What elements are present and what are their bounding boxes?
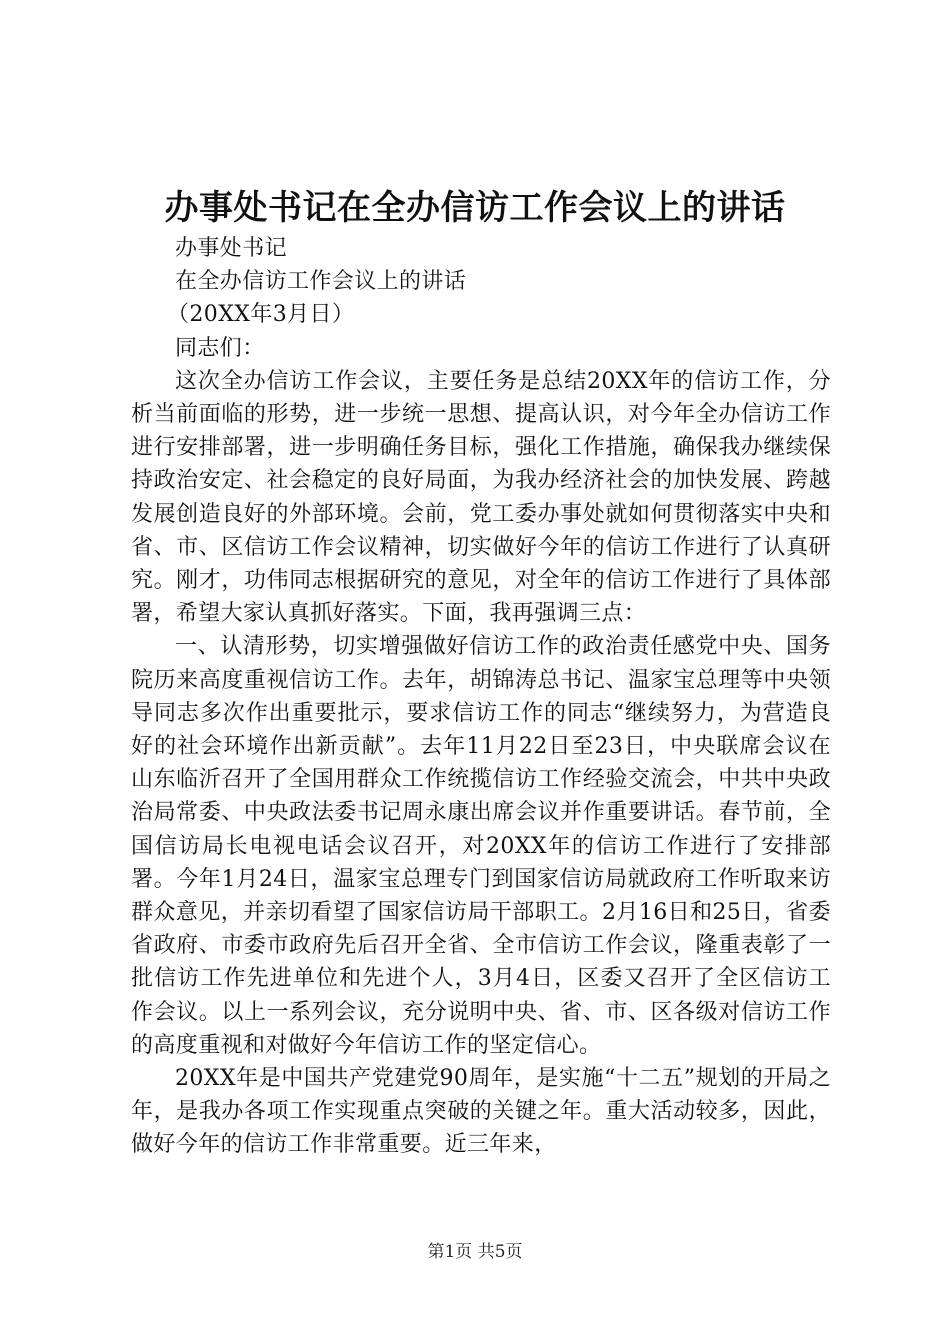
salutation: 同志们： — [175, 335, 265, 361]
date-line: （20XX年3月日） — [167, 302, 355, 328]
paragraph-section-one: 一、认清形势，切实增强做好信访工作的政治责任感党中央、国务院历来高度重视信访工作。去年，胡锦涛总书记、温家宝总理等中央领导同志多次作出重要批示，要求信访工作的同志“继续努力，为营造良好的社会环境作出新贡献”。去年11月22日至23日，中央联席会议在山东临沂召开了全国用群众工作统揽信访工作经验交流会，中共中央政治局常委、中央政法委书记周永康出席会议并作重要讲话。春节前，全国信访局长电视电话会议召开，对20XX年的信访工作进行了安排部署。今年1月24日，温家宝总理专门到国家信访局就政府工作听取来访群众意见，并亲切看望了国家信访局干部职工。2月16日和25日，省委省政府、市委市政府先后召开全省、全市信访工作会议，隆重表彰了一批信访工作先进单位和先进个人，3月4日，区委又召开了全区信访工作会议。以上一系列会议，充分说明中央、省、市、区各级对信访工作的高度重视和对做好今年信访工作的坚定信心。 — [131, 634, 831, 1058]
document-body — [131, 232, 831, 1162]
heading-line-1: 办事处书记 — [175, 236, 288, 261]
paragraph-intro: 这次全办信访工作会议，主要任务是总结20XX年的信访工作，分析当前面临的形势，进一步统一思想、提高认识，对今年全办信访工作进行安排部署，进一步明确任务目标，强化工作措施，确保我办继续保持政治安定、社会稳定的良好局面，为我办经济社会的加快发展、跨越发展创造良好的外部环境。会前，党工委办事处就如何贯彻落实中央和省、市、区信访工作会议精神，切实做好今年的信访工作进行了认真研究。刚才，功伟同志根据研究的意见，对全年的信访工作进行了具体部署，希望大家认真抓好落实。下面，我再强调三点： — [131, 368, 831, 627]
page-footer: 第1页 共5页 — [427, 1242, 523, 1262]
heading-line-2: 在全办信访工作会议上的讲话 — [175, 269, 467, 295]
document-title: 办事处书记在全办信访工作会议上的讲话 — [164, 188, 786, 228]
paragraph-2011-importance: 20XX年是中国共产党建党90周年，是实施“十二五”规划的开局之年，是我办各项工作实现重点突破的关键之年。重大活动较多，因此，做好今年的信访工作非常重要。近三年来， — [131, 1066, 831, 1158]
